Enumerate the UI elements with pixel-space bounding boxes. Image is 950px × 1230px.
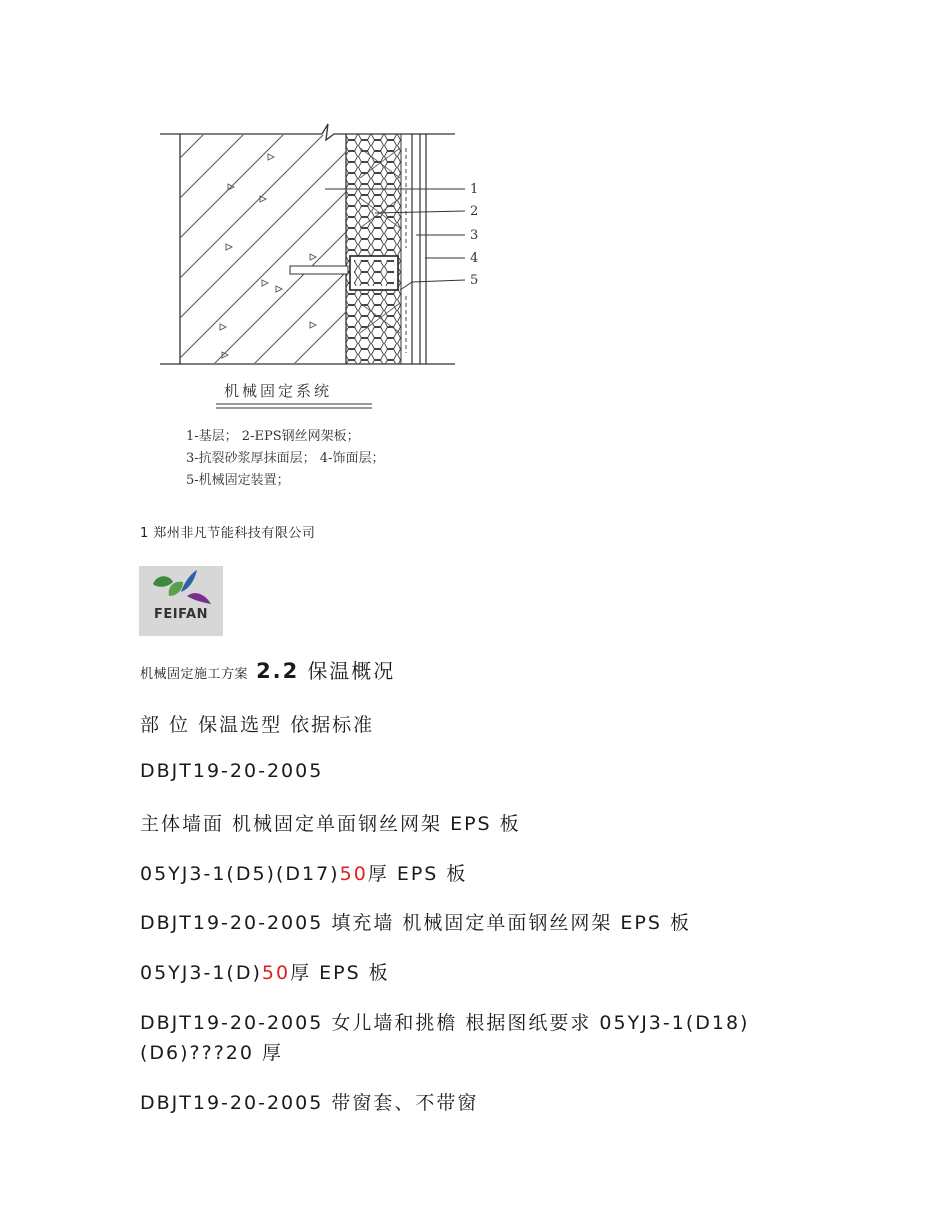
diagram-title: 机械固定系统	[223, 382, 333, 400]
company-logo	[139, 566, 223, 636]
thickness-value: 50	[339, 863, 368, 885]
text-line-4	[140, 859, 467, 886]
heading-number: 2.2	[256, 659, 300, 683]
heading-title: 保温概况	[307, 659, 396, 683]
text-line-3: 主体墙面 机械固定单面钢丝网架 EPS 板	[140, 813, 521, 835]
standard-code: 05YJ3-1(D5)(D17)	[140, 863, 340, 885]
legend-line-3: 5-机械固定装置；	[186, 473, 290, 488]
logo-text: FEIFAN	[154, 607, 208, 622]
label-2: 2	[470, 204, 479, 219]
text-line-6	[140, 958, 390, 985]
text-line-5: DBJT19-20-2005 填充墙 机械固定单面钢丝网架 EPS 板	[140, 912, 691, 934]
leaf-icon	[139, 566, 223, 608]
heading-prefix: 机械固定施工方案	[140, 667, 249, 682]
wall-section-diagram	[150, 118, 490, 498]
thickness-suffix: 厚 EPS 板	[367, 863, 468, 885]
text-line-7b: (D6)???20 厚	[140, 1042, 284, 1064]
text-line-1: 部 位 保温选型 依据标准	[140, 714, 375, 736]
standard-code: 05YJ3-1(D)	[140, 962, 262, 984]
thickness-value: 50	[261, 962, 291, 984]
text-line-8: DBJT19-20-2005 带窗套、不带窗	[140, 1092, 479, 1114]
text-line-7: DBJT19-20-2005 女儿墙和挑檐 根据图纸要求 05YJ3-1(D18)	[140, 1012, 750, 1034]
text-line-2: DBJT19-20-2005	[140, 760, 324, 782]
legend-line-1: 1-基层； 2-EPS钢丝网架板；	[186, 429, 360, 444]
company-caption: 1 郑州非凡节能科技有限公司	[140, 526, 316, 541]
label-5: 5	[470, 273, 479, 288]
label-4: 4	[470, 251, 479, 266]
section-heading	[140, 655, 395, 684]
label-3: 3	[470, 228, 479, 243]
label-1: 1	[470, 182, 479, 197]
legend-line-2: 3-抗裂砂浆厚抹面层； 4-饰面层；	[186, 451, 385, 466]
thickness-suffix: 厚 EPS 板	[290, 962, 390, 984]
